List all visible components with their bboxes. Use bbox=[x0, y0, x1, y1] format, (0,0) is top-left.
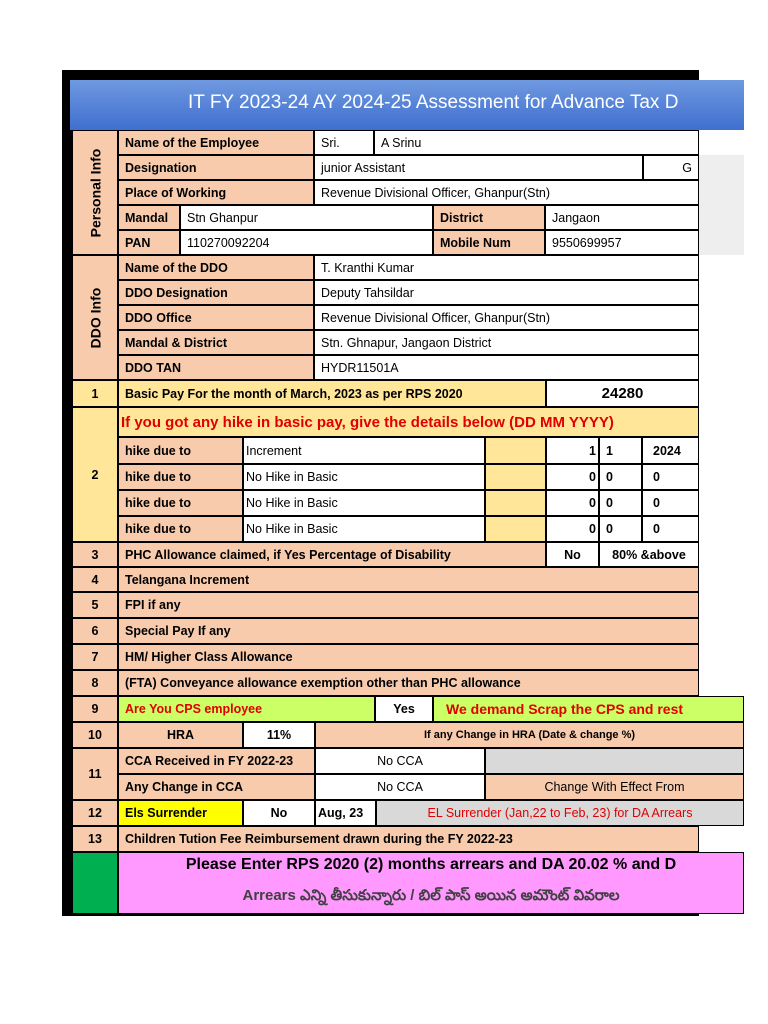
mandal-field[interactable]: Stn Ghanpur bbox=[180, 205, 433, 230]
row-number-4: 4 bbox=[72, 567, 118, 592]
cca-gray-cell bbox=[485, 748, 744, 774]
designation-side-cell: G bbox=[643, 155, 699, 180]
conveyance-allowance-label: (FTA) Conveyance allowance exemption other than PHC allowance bbox=[118, 670, 699, 696]
hike-spacer-4 bbox=[485, 516, 546, 542]
hike-month-2[interactable]: 0 bbox=[599, 464, 642, 490]
row-number-12: 12 bbox=[72, 800, 118, 826]
hike-day-3[interactable]: 0 bbox=[546, 490, 599, 516]
cca-received-field[interactable]: No CCA bbox=[315, 748, 485, 774]
row-number-13: 13 bbox=[72, 826, 118, 852]
ddo-designation-field[interactable]: Deputy Tahsildar bbox=[314, 280, 699, 305]
pan-field[interactable]: 110270092204 bbox=[180, 230, 433, 255]
hm-allowance-label: HM/ Higher Class Allowance bbox=[118, 644, 699, 670]
ddo-name-field[interactable]: T. Kranthi Kumar bbox=[314, 255, 699, 280]
phc-percentage-field[interactable]: 80% &above bbox=[599, 542, 699, 567]
mobile-label: Mobile Num bbox=[433, 230, 545, 255]
pan-label: PAN bbox=[118, 230, 180, 255]
district-field[interactable]: Jangaon bbox=[545, 205, 699, 230]
ddo-tan-field[interactable]: HYDR11501A bbox=[314, 355, 699, 380]
ddo-info-section-label bbox=[72, 255, 118, 380]
hike-reason-1[interactable]: Increment bbox=[243, 437, 485, 464]
hike-month-1[interactable]: 1 bbox=[599, 437, 642, 464]
hike-month-3[interactable]: 0 bbox=[599, 490, 642, 516]
scrap-cps-banner: We demand Scrap the CPS and rest bbox=[433, 696, 744, 722]
ddo-office-field[interactable]: Revenue Divisional Officer, Ghanpur(Stn) bbox=[314, 305, 699, 330]
designation-label: Designation bbox=[118, 155, 314, 180]
arrears-line-2: Arrears ఎన్ని తీసుకున్నారు / బిల్ పాస్ అయిన అమౌంట్ వివరాల bbox=[242, 887, 620, 904]
ddo-info-label: DDO Info bbox=[87, 287, 103, 348]
hike-spacer-3 bbox=[485, 490, 546, 516]
place-of-working-field[interactable]: Revenue Divisional Officer, Ghanpur(Stn) bbox=[314, 180, 699, 205]
hike-year-4[interactable]: 0 bbox=[642, 516, 699, 542]
cca-change-label: Any Change in CCA bbox=[118, 774, 315, 800]
cps-employee-label: Are You CPS employee bbox=[118, 696, 375, 722]
ddo-mandal-label: Mandal & District bbox=[118, 330, 314, 355]
hike-label-3: hike due to bbox=[118, 490, 243, 516]
tuition-fee-label: Children Tution Fee Reimbursement drawn during the FY 2022-23 bbox=[118, 826, 699, 852]
arrears-block bbox=[118, 852, 744, 914]
personal-info-label: Personal Info bbox=[87, 148, 103, 237]
hike-year-1[interactable]: 2024 bbox=[642, 437, 699, 464]
row-number-3: 3 bbox=[72, 542, 118, 567]
hike-day-4[interactable]: 0 bbox=[546, 516, 599, 542]
row-number-1: 1 bbox=[72, 380, 118, 407]
designation-field[interactable]: junior Assistant bbox=[314, 155, 643, 180]
el-surrender-label: Els Surrender bbox=[118, 800, 243, 826]
hike-label-4: hike due to bbox=[118, 516, 243, 542]
row-number-9: 9 bbox=[72, 696, 118, 722]
ddo-office-label: DDO Office bbox=[118, 305, 314, 330]
hra-field[interactable]: 11% bbox=[243, 722, 315, 748]
cca-effect-label: Change With Effect From bbox=[485, 774, 744, 800]
employee-name-field[interactable]: A Srinu bbox=[374, 130, 699, 155]
row-number-11: 11 bbox=[72, 748, 118, 800]
row-number-6: 6 bbox=[72, 618, 118, 644]
hike-reason-4[interactable]: No Hike in Basic bbox=[243, 516, 485, 542]
row-number-8: 8 bbox=[72, 670, 118, 696]
ddo-mandal-field[interactable]: Stn. Ghnapur, Jangaon District bbox=[314, 330, 699, 355]
basic-pay-label: Basic Pay For the month of March, 2023 as per RPS 2020 bbox=[118, 380, 546, 407]
ddo-designation-label: DDO Designation bbox=[118, 280, 314, 305]
arrears-line-1: Please Enter RPS 2020 (2) months arrears and DA 20.02 % and D bbox=[185, 856, 677, 873]
district-label: District bbox=[433, 205, 545, 230]
cps-answer-field[interactable]: Yes bbox=[375, 696, 433, 722]
basic-pay-field[interactable]: 24280 bbox=[546, 380, 699, 407]
hike-day-2[interactable]: 0 bbox=[546, 464, 599, 490]
mobile-field[interactable]: 9550699957 bbox=[545, 230, 699, 255]
row-number-10: 10 bbox=[72, 722, 118, 748]
row-number-5: 5 bbox=[72, 592, 118, 618]
hike-reason-3[interactable]: No Hike in Basic bbox=[243, 490, 485, 516]
row-number-2: 2 bbox=[72, 407, 118, 542]
arrears-green-cell bbox=[72, 852, 118, 914]
employee-name-label: Name of the Employee bbox=[118, 130, 314, 155]
cca-received-label: CCA Received in FY 2022-23 bbox=[118, 748, 315, 774]
hike-year-3[interactable]: 0 bbox=[642, 490, 699, 516]
ddo-tan-label: DDO TAN bbox=[118, 355, 314, 380]
salutation-field[interactable]: Sri. bbox=[314, 130, 374, 155]
hike-reason-2[interactable]: No Hike in Basic bbox=[243, 464, 485, 490]
hike-month-4[interactable]: 0 bbox=[599, 516, 642, 542]
hike-year-2[interactable]: 0 bbox=[642, 464, 699, 490]
side-gray-block bbox=[699, 155, 744, 255]
telangana-increment-label: Telangana Increment bbox=[118, 567, 699, 592]
hike-spacer-1 bbox=[485, 437, 546, 464]
ddo-name-label: Name of the DDO bbox=[118, 255, 314, 280]
hike-notice: If you got any hike in basic pay, give the details below (DD MM YYYY) bbox=[118, 407, 699, 437]
hike-spacer-2 bbox=[485, 464, 546, 490]
el-surrender-month[interactable]: Aug, 23 bbox=[315, 800, 376, 826]
place-of-working-label: Place of Working bbox=[118, 180, 314, 205]
mandal-label: Mandal bbox=[118, 205, 180, 230]
personal-info-section-label bbox=[72, 130, 118, 255]
hra-label: HRA bbox=[118, 722, 243, 748]
hike-day-1[interactable]: 1 bbox=[546, 437, 599, 464]
phc-allowance-label: PHC Allowance claimed, if Yes Percentage of Disability bbox=[118, 542, 546, 567]
special-pay-label: Special Pay If any bbox=[118, 618, 699, 644]
el-surrender-note: EL Surrender (Jan,22 to Feb, 23) for DA Arrears bbox=[376, 800, 744, 826]
el-surrender-answer[interactable]: No bbox=[243, 800, 315, 826]
hra-change-note: If any Change in HRA (Date & change %) bbox=[315, 722, 744, 748]
row-number-7: 7 bbox=[72, 644, 118, 670]
hike-label-1: hike due to bbox=[118, 437, 243, 464]
page-title: IT FY 2023-24 AY 2024-25 Assessment for Advance Tax D bbox=[70, 80, 744, 130]
fpi-label: FPI if any bbox=[118, 592, 699, 618]
phc-answer-field[interactable]: No bbox=[546, 542, 599, 567]
hike-label-2: hike due to bbox=[118, 464, 243, 490]
cca-change-field[interactable]: No CCA bbox=[315, 774, 485, 800]
